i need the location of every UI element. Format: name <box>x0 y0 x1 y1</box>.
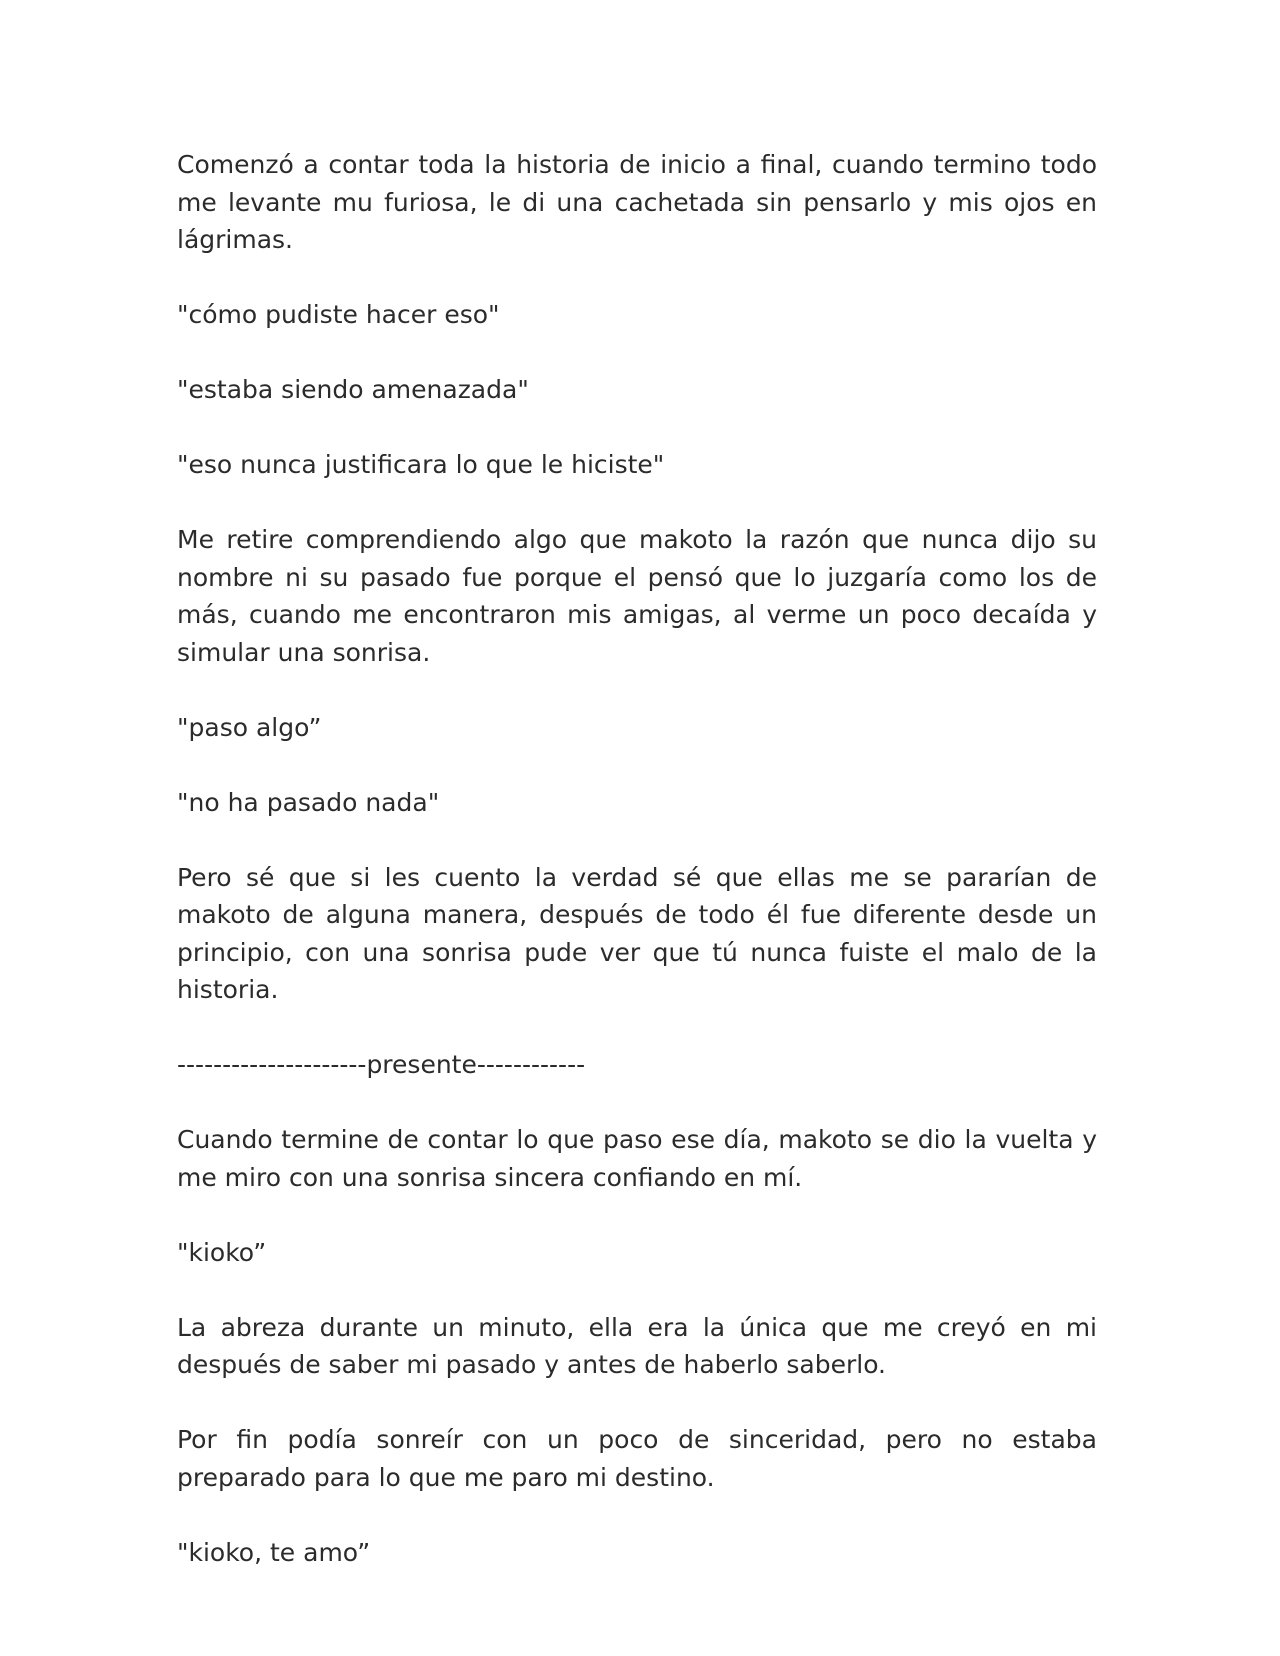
paragraph-narration-5: La abreza durante un minuto, ella era la única que me creyó en mi después de saber mi pasado y antes de haberlo saberlo. <box>177 1312 1097 1379</box>
section-divider-presente: ---------------------presente------------ <box>177 1050 586 1079</box>
paragraph-narration-4: Cuando termine de contar lo que paso ese día, makoto se dio la vuelta y me miro con una sonrisa sincera confiando en mí. <box>177 1125 1097 1192</box>
paragraph-narration-3: Pero sé que si les cuento la verdad sé que ellas me se pararían de makoto de alguna manera, después de todo él fue diferente desde un principio, con una sonrisa pude ver que tú nunca fuiste el malo de la historia. <box>177 862 1097 1004</box>
paragraph-dialogue-5: "no ha pasado nada" <box>177 787 440 817</box>
document-body <box>177 146 1097 1609</box>
paragraph-dialogue-7: "kioko, te amo” <box>177 1537 371 1567</box>
paragraph-dialogue-6: "kioko” <box>177 1237 267 1267</box>
paragraph-narration-6: Por fin podía sonreír con un poco de sinceridad, pero no estaba preparado para lo que me paro mi destino. <box>177 1425 1097 1492</box>
paragraph-dialogue-4: "paso algo” <box>177 712 322 742</box>
paragraph-narration-1: Comenzó a contar toda la historia de inicio a final, cuando termino todo me levante mu furiosa, le di una cachetada sin pensarlo y mis ojos en lágrimas. <box>177 150 1097 254</box>
paragraph-dialogue-2: "estaba siendo amenazada" <box>177 375 529 404</box>
paragraph-dialogue-1: "cómo pudiste hacer eso" <box>177 300 500 329</box>
paragraph-dialogue-3: "eso nunca justificara lo que le hiciste" <box>177 450 665 479</box>
paragraph-narration-2: Me retire comprendiendo algo que makoto la razón que nunca dijo su nombre ni su pasado fue porque el pensó que lo juzgaría como los de más, cuando me encontraron mis amigas, al verme un poco decaída y simular una sonrisa. <box>177 525 1097 667</box>
